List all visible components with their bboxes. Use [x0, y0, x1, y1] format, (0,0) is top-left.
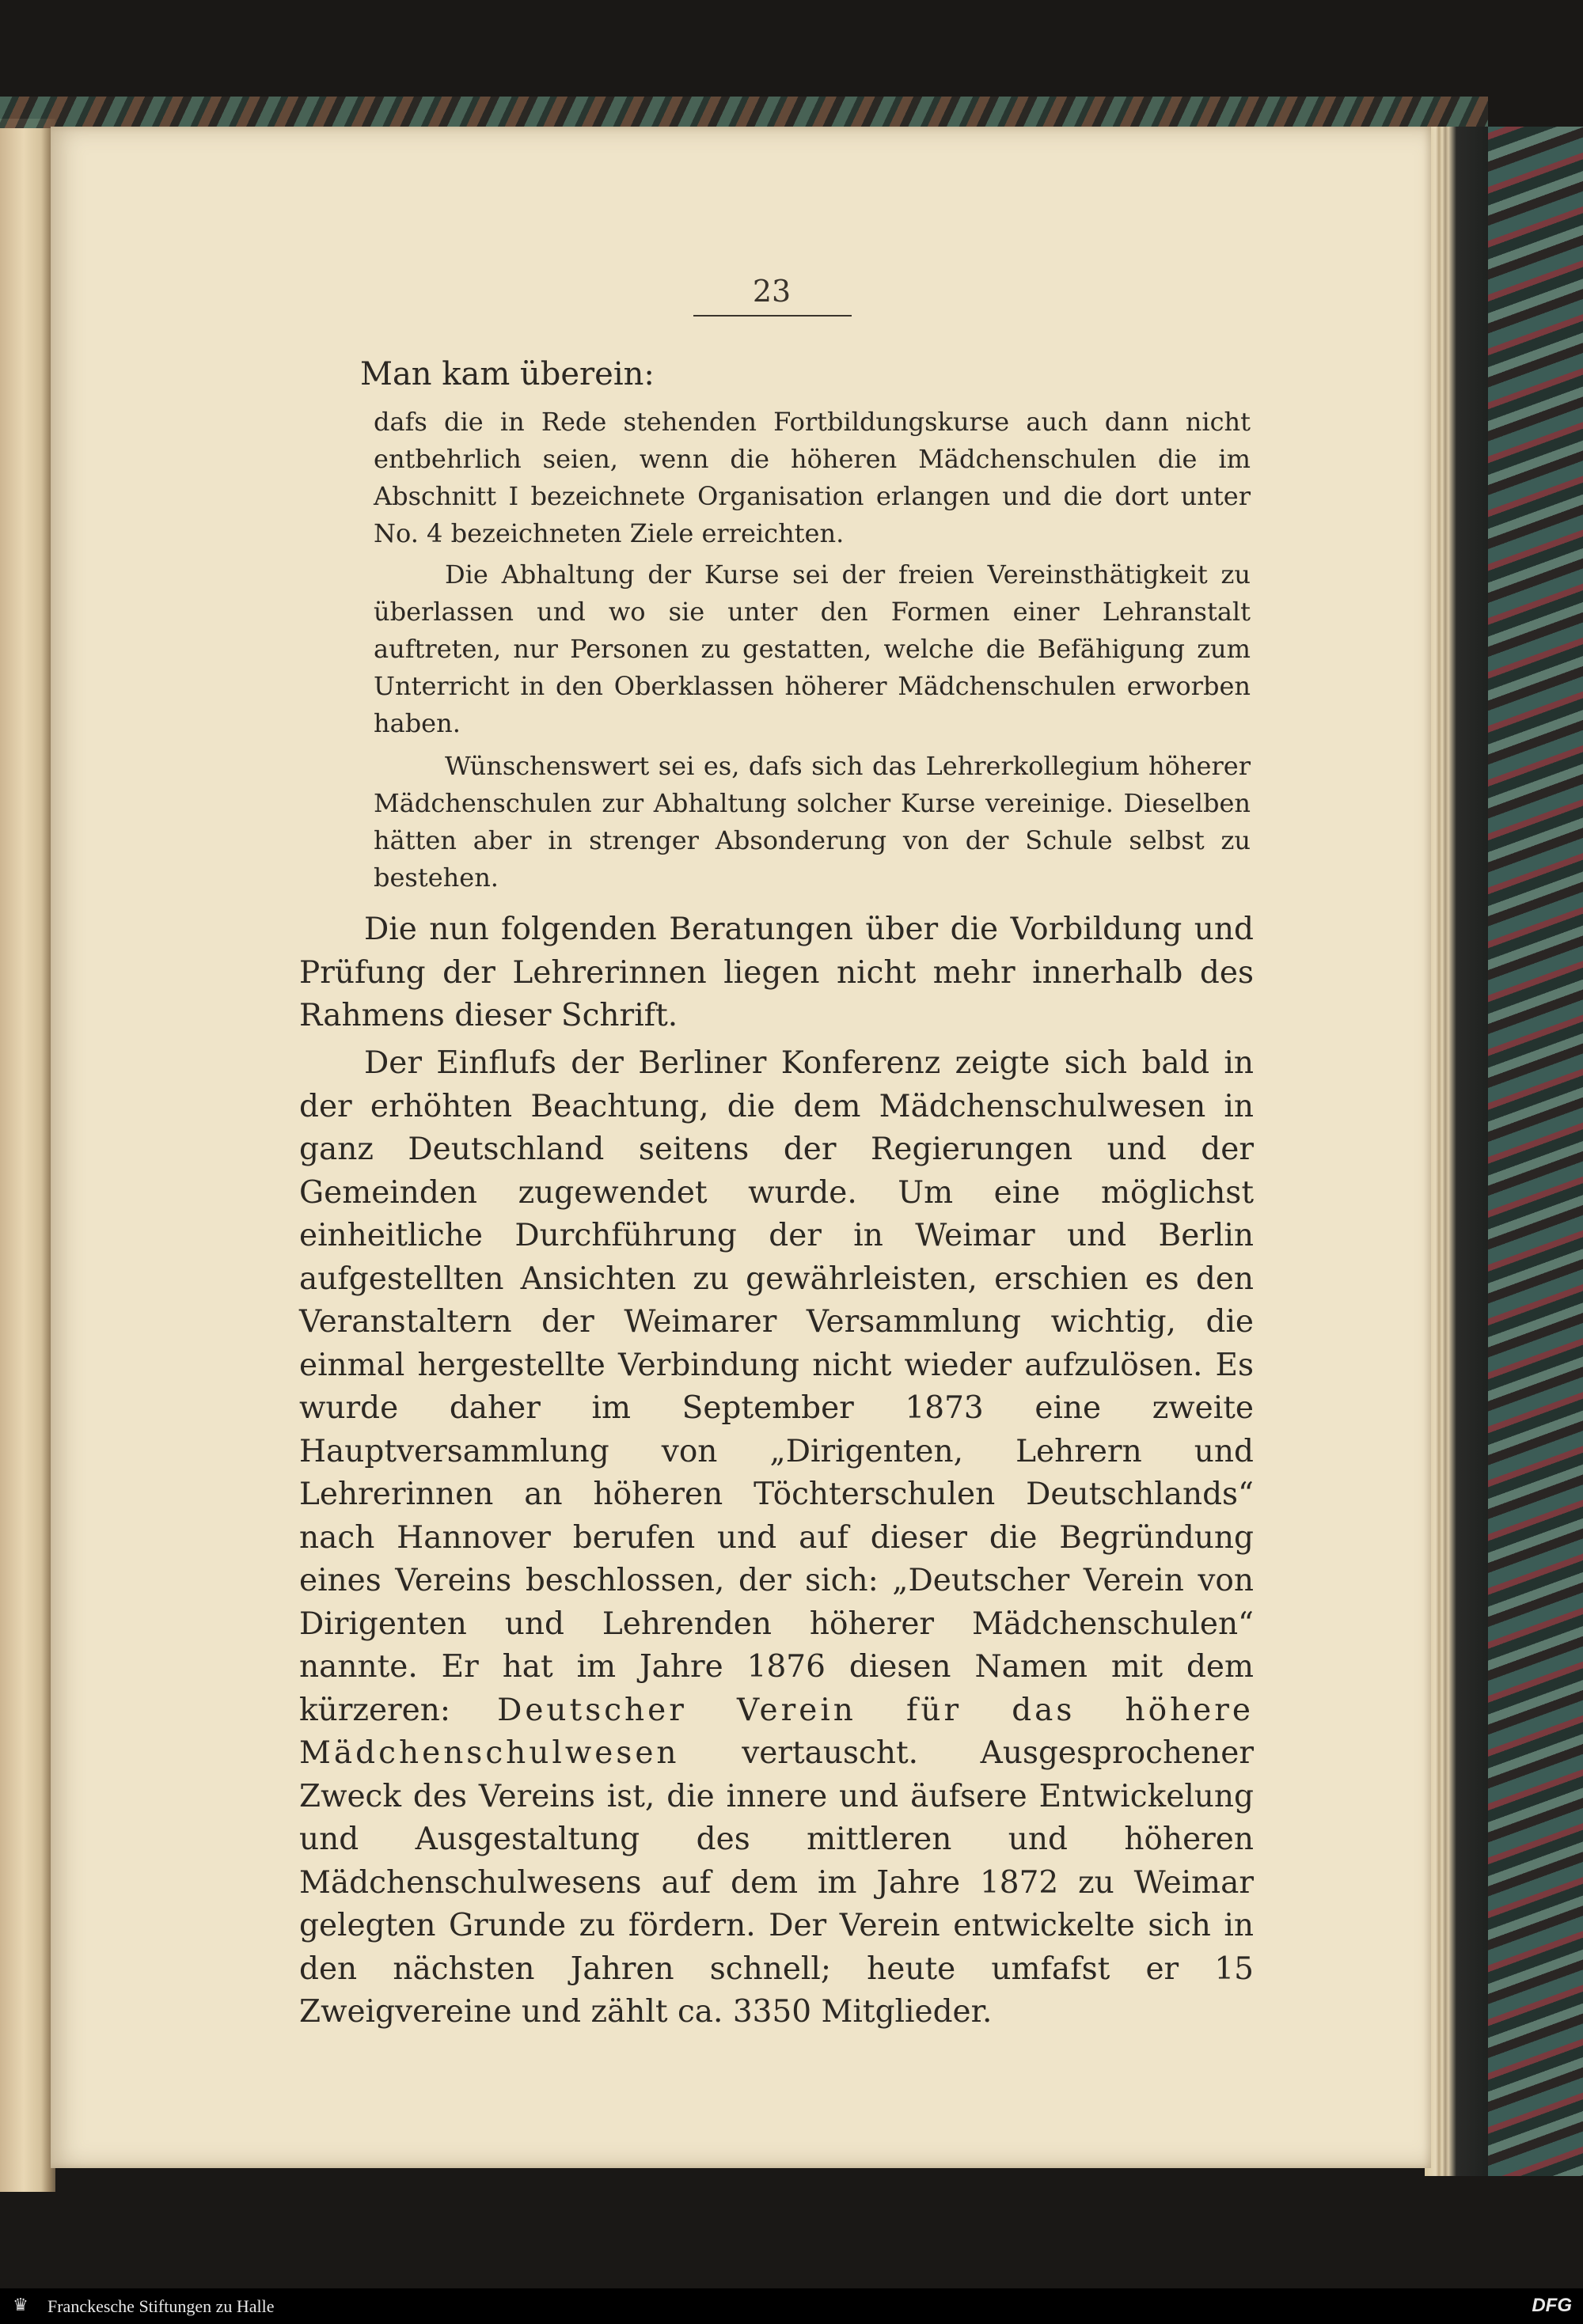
- previous-page-edge: [0, 119, 55, 2192]
- page-number: 23: [752, 274, 792, 309]
- body-paragraph: [299, 908, 1254, 1038]
- intro-line: Man kam überein:: [360, 356, 655, 392]
- institution-logo-icon: ♛: [13, 2296, 28, 2315]
- paragraph-text: [299, 1042, 1254, 2034]
- paragraph-text: Die nun folgenden Beratungen über die Vorbildung und Prüfung der Lehrerinnen liegen nicht mehr innerhalb des Rahmens dieser Schrift.: [299, 912, 1254, 1033]
- institution-label: Franckesche Stiftungen zu Halle: [47, 2296, 275, 2316]
- page-number-rule: [693, 315, 852, 317]
- resolution-text: Die Abhaltung der Kurse sei der freien Vereinsthätigkeit zu überlassen und wo sie unter den Formen einer Lehranstalt auftreten, nur Personen zu gestatten, welche die Befähigung zum Unterricht in den Oberklassen höherer Mädchenschulen erworben haben.: [374, 559, 1251, 738]
- body-paragraph: [299, 1042, 1254, 2034]
- dfg-logo: DFG: [1532, 2295, 1572, 2316]
- spaced-society-name: Deutscher Verein für das höhere Mädchenschulwesen: [299, 1692, 1254, 1771]
- paragraph-text-after: vertauscht. Ausgesprochener Zweck des Vereins ist, die innere und äufsere Entwickelung und Ausgestaltung des mittleren und höheren Mädchenschulwesens auf dem im Jahre 1872 zu Weimar gelegten Grunde zu fördern. Der Verein entwickelte sich in den nächsten Jahren schnell; heute umfafst er 15 Zweigvereine und zählt ca. 3350 Mitglieder.: [299, 1735, 1254, 2030]
- resolution-text: dafs die in Rede stehenden Fortbildungskurse auch dann nicht entbehrlich seien, wenn die höheren Mädchenschulen die im Abschnitt I bezeichnete Organisation erlangen und die dort unter No. 4 bezeichneten Ziele erreichten.: [374, 407, 1251, 548]
- resolution-text: Wünschenswert sei es, dafs sich das Lehrerkollegium höherer Mädchenschulen zur Abhaltung solcher Kurse vereinige. Dieselben hätten aber in strenger Absonderung von der Schule selbst zu bestehen.: [374, 751, 1251, 893]
- marbled-binding-top: [0, 97, 1488, 128]
- resolution-paragraph: [374, 748, 1251, 897]
- paragraph-text-before: Der Einflufs der Berliner Konferenz zeigte sich bald in der erhöhten Beachtung, die dem Mädchenschulwesen in ganz Deutschland seitens der Regierungen und der Gemeinden zugewendet wurde. Um eine möglichst einheitliche Durchführung der in Weimar und Berlin aufgestellten Ansichten zu gewährleisten, erschien es den Veranstaltern der Weimarer Versammlung wichtig, die einmal hergestellte Verbindung nicht wieder aufzulösen. Es wurde daher im September 1873 eine zweite Hauptversammlung von „Dirigenten, Lehrern und Lehrerinnen an höheren Töchterschulen Deutschlands“ nach Hannover berufen und auf dieser die Begründung eines Vereins beschlossen, der sich: „Deutscher Verein von Dirigenten und Lehrenden höherer Mädchenschulen“ nannte. Er hat im Jahre 1876 diesen Namen mit dem kürzeren:: [299, 1045, 1254, 1728]
- viewer-footer: [0, 2288, 1583, 2324]
- resolution-paragraph: [374, 556, 1251, 742]
- page-edges-right: [1425, 127, 1488, 2176]
- resolution-paragraph: [374, 404, 1251, 552]
